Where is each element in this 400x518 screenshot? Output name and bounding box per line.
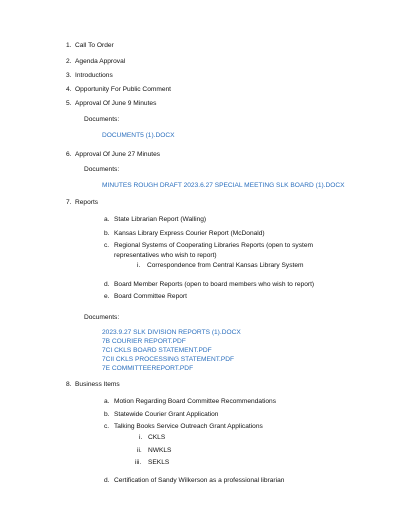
sub-item-number: d.	[104, 477, 110, 484]
business-talking-books-grants: Talking Books Service Outreach Grant Applications	[114, 423, 263, 430]
document-link[interactable]: DOCUMENT5 (1).DOCX	[102, 132, 175, 139]
agenda-item-call-to-order: Call To Order	[75, 42, 114, 49]
sub-item-number: c.	[104, 242, 110, 249]
agenda-item-business-items: Business Items	[75, 381, 120, 388]
report-state-librarian: State Librarian Report (Walling)	[114, 216, 207, 223]
report-courier: Kansas Library Express Courier Report (McDonald)	[114, 230, 265, 237]
document-link[interactable]: 2023.9.27 SLK DIVISION REPORTS (1).DOCX	[102, 329, 241, 336]
document-link[interactable]: MINUTES ROUGH DRAFT 2023.6.27 SPECIAL MEETING SLK BOARD (1).DOCX	[102, 182, 345, 189]
item-number: 1.	[66, 42, 72, 49]
agenda-item-public-comment: Opportunity For Public Comment	[75, 86, 172, 93]
agenda-item-june-9-minutes: Approval Of June 9 Minutes	[75, 100, 157, 107]
sub-item-number: e.	[104, 293, 110, 300]
report-correspondence-ckls: Correspondence from Central Kansas Library System	[147, 262, 304, 269]
business-certification: Certification of Sandy Wilkerson as a professional librarian	[114, 477, 285, 484]
document-link[interactable]: 7B COURIER REPORT.PDF	[102, 338, 186, 345]
sub-item-number: a.	[104, 216, 110, 223]
sub-item-number: d.	[104, 281, 110, 288]
item-number: 8.	[66, 381, 72, 388]
agenda-item-reports: Reports	[75, 199, 99, 206]
report-board-members: Board Member Reports (open to board members who wish to report)	[114, 281, 315, 288]
business-motion-committee: Motion Regarding Board Committee Recommendations	[114, 398, 276, 405]
agenda-item-agenda-approval: Agenda Approval	[75, 58, 126, 65]
subsub-item-number: ii.	[137, 447, 142, 454]
documents-label: Documents:	[84, 166, 120, 173]
grant-sekls: SEKLS	[148, 459, 170, 466]
report-board-committee: Board Committee Report	[114, 293, 187, 300]
agenda-item-introductions: Introductions	[75, 72, 113, 79]
agenda-item-june-27-minutes: Approval Of June 27 Minutes	[75, 151, 161, 158]
subsub-item-number: i.	[139, 434, 143, 441]
document-link[interactable]: 7CI CKLS BOARD STATEMENT.PDF	[102, 347, 212, 354]
item-number: 3.	[66, 72, 72, 79]
report-regional-systems-cont: representatives who wish to report)	[114, 252, 217, 259]
sub-item-number: b.	[104, 230, 110, 237]
sub-item-number: a.	[104, 398, 110, 405]
item-number: 6.	[66, 151, 72, 158]
grant-ckls: CKLS	[148, 434, 166, 441]
document-link[interactable]: 7CII CKLS PROCESSING STATEMENT.PDF	[102, 356, 235, 363]
item-number: 7.	[66, 199, 72, 206]
report-regional-systems: Regional Systems of Cooperating Libraries Reports (open to system	[114, 242, 314, 249]
item-number: 5.	[66, 100, 72, 107]
grant-nwkls: NWKLS	[148, 447, 172, 454]
sub-item-number: c.	[104, 423, 110, 430]
item-number: 2.	[66, 58, 72, 65]
business-courier-grant: Statewide Courier Grant Application	[114, 411, 219, 418]
sub-item-number: b.	[104, 411, 110, 418]
document-link[interactable]: 7E COMMITTEEREPORT.PDF	[102, 365, 194, 372]
documents-label: Documents:	[84, 116, 120, 123]
subsub-item-number: i.	[137, 262, 141, 269]
item-number: 4.	[66, 86, 72, 93]
documents-label: Documents:	[84, 314, 120, 321]
subsub-item-number: iii.	[135, 459, 142, 466]
